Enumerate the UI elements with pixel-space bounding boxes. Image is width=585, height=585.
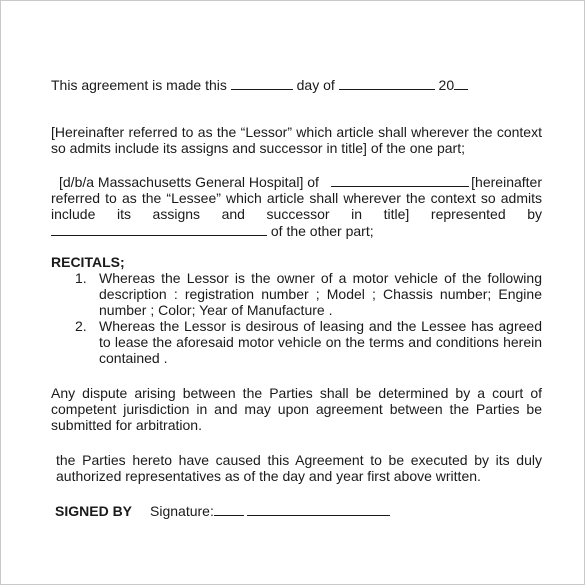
lessee-line-3: include its assigns and successor in title] represented by bbox=[51, 206, 542, 222]
lessee-address-blank[interactable] bbox=[331, 173, 469, 187]
lessee-line-2: referred to as the “Lessee” which article shall wherever the context so admits bbox=[51, 190, 542, 206]
agreement-date-line bbox=[51, 76, 542, 93]
lessor-text: [Hereinafter referred to as the “Lessor” which article shall wherever the context so admits include its assigns and successor in title] of the one part; bbox=[51, 124, 542, 156]
dispute-text: Any dispute arising between the Parties shall be determined by a court of competent jurisdiction in and may upon agreement between the Parties be submitted for arbitration. bbox=[51, 385, 542, 433]
dispute-paragraph bbox=[51, 385, 542, 433]
signed-by-label: SIGNED BY bbox=[55, 503, 133, 519]
recital-text: Whereas the Lessor is desirous of leasing and the Lessee has agreed to lease the aforesaid motor vehicle on the terms and conditions herein contained . bbox=[99, 318, 542, 366]
recitals-list bbox=[51, 270, 542, 366]
lessee-text-end: of the other part; bbox=[267, 223, 374, 239]
lessor-paragraph bbox=[51, 124, 542, 156]
witness-paragraph bbox=[51, 452, 542, 484]
recital-number: 1. bbox=[75, 270, 87, 286]
recitals-section bbox=[51, 254, 542, 366]
recital-item-1 bbox=[51, 270, 542, 318]
lessee-line-1 bbox=[51, 173, 542, 190]
signature-line bbox=[51, 502, 546, 519]
lessee-paragraph bbox=[51, 173, 542, 239]
opening-text-year: 20 bbox=[434, 77, 455, 93]
year-blank[interactable] bbox=[454, 76, 468, 90]
signature-blank-short[interactable] bbox=[214, 502, 244, 516]
lessee-line-4 bbox=[51, 222, 542, 239]
month-blank[interactable] bbox=[339, 76, 435, 90]
opening-text-start: This agreement is made this bbox=[51, 77, 231, 93]
recital-number: 2. bbox=[75, 318, 87, 334]
signature-blank-long[interactable] bbox=[247, 502, 390, 516]
day-blank[interactable] bbox=[231, 76, 293, 90]
recital-text: Whereas the Lessor is the owner of a motor vehicle of the following description : registration number ; Model ; Chassis number; Engine number ; Color; Year of Manufacture . bbox=[99, 270, 542, 318]
lessee-text-start: [d/b/a Massachusetts General Hospital] of bbox=[59, 174, 323, 190]
signature-label: Signature: bbox=[150, 503, 214, 519]
representative-blank[interactable] bbox=[51, 222, 267, 236]
recitals-heading: RECITALS; bbox=[51, 254, 125, 270]
lessee-text-hereinafter: [hereinafter bbox=[471, 174, 542, 190]
opening-text-day-of: day of bbox=[292, 77, 339, 93]
recital-item-2 bbox=[51, 318, 542, 366]
witness-text: the Parties hereto have caused this Agreement to be executed by its duly authorized representatives as of the day and year first above written. bbox=[56, 452, 542, 484]
